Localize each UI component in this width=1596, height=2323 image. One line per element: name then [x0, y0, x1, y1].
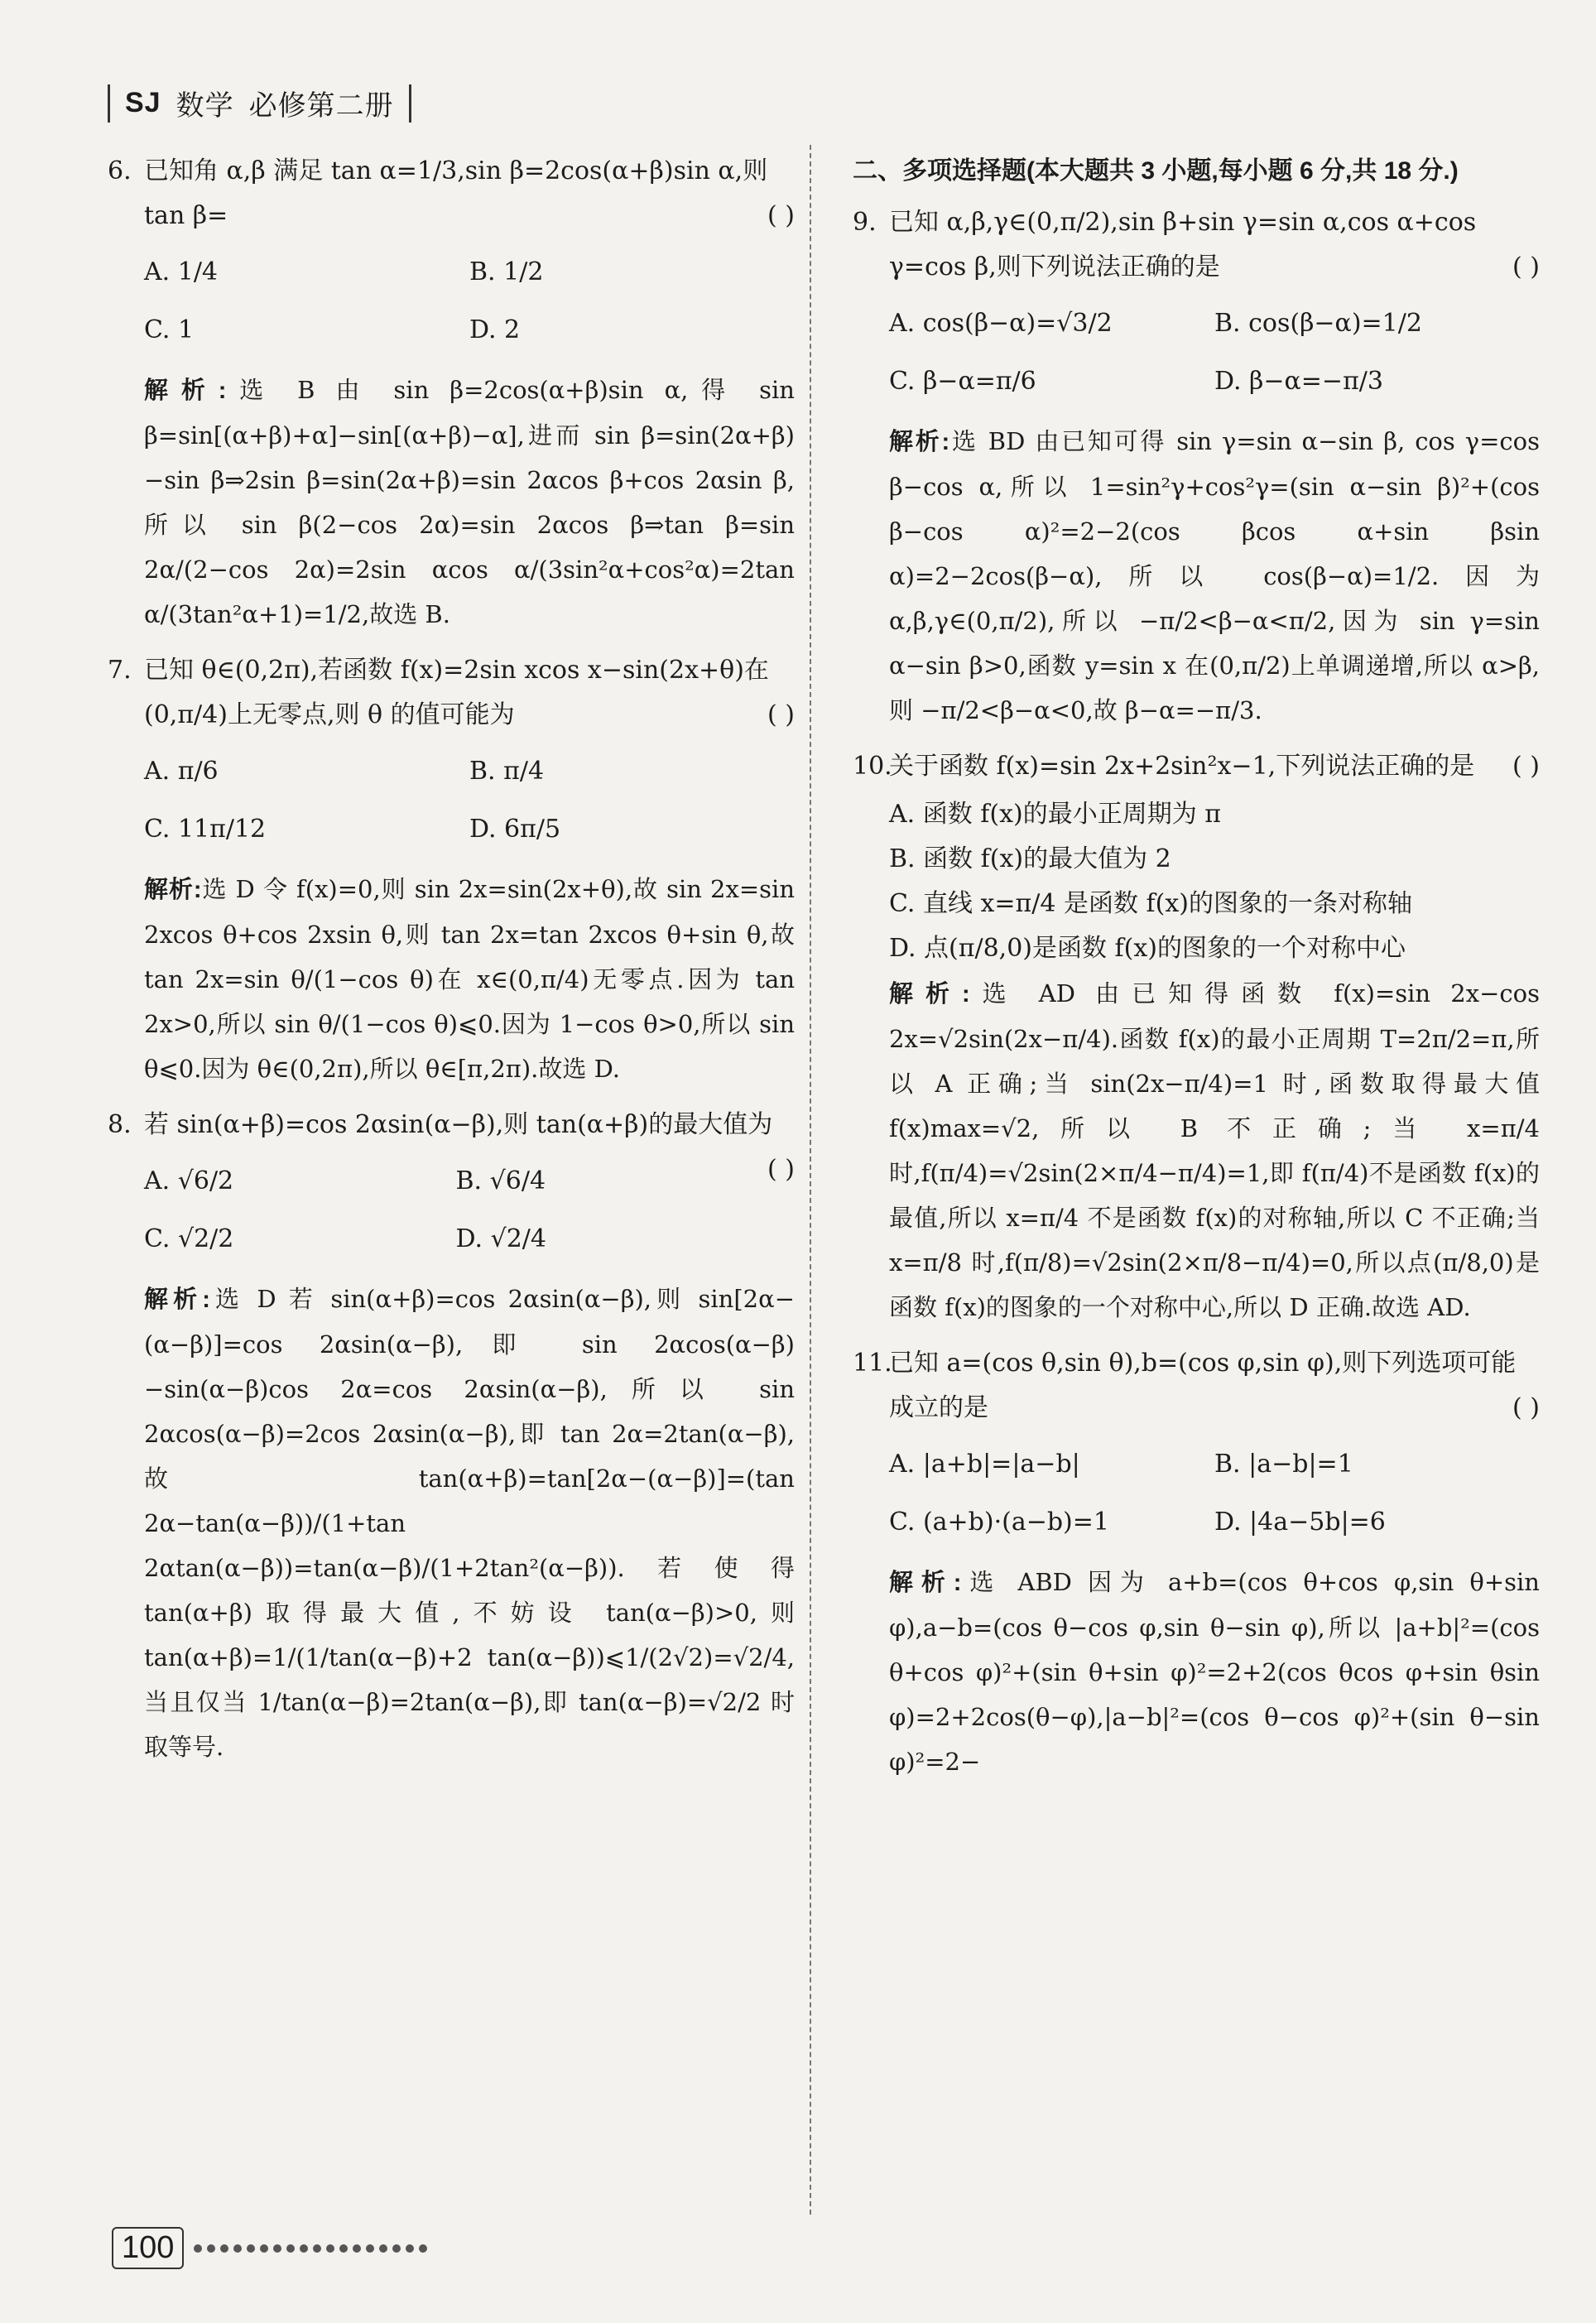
question-9-stem-line — [853, 200, 1540, 290]
option-d: D. √2/4 — [455, 1224, 546, 1253]
question-stem: 已知 α,β,γ∈(0,π/2),sin β+sin γ=sin α,cos α+cos γ=cos β,则下列说法正确的是 — [889, 208, 1477, 281]
solution-text: 选 BD 由已知可得 sin γ=sin α−sin β, cos γ=cos β−cos α,所以 1=sin²γ+cos²γ=(sin α−sin β)²+(cos β−cos α)²=2−2(cos βcos α+sin βsin α)=2−2cos(β−α),所以 cos(β−α)=1/2.因为 α,β,γ∈(0,π/2),所以 −π/2<β−α<π/2,因为 sin γ=sin α−sin β>0,函数 y=sin x 在(0,π/2)上单调递增,所以 α>β,则 −π/2<β−α<0,故 β−α=−π/3. — [889, 427, 1540, 724]
question-number: 10. — [853, 752, 892, 781]
option-c: C. √2/2 — [144, 1224, 234, 1253]
question-8 — [108, 1103, 795, 1769]
question-stem: 已知 a=(cos θ,sin θ),b=(cos φ,sin φ),则下列选项可能成立的是 — [889, 1349, 1517, 1422]
question-9 — [853, 200, 1540, 733]
option-b: B. cos(β−α)=1/2 — [1214, 309, 1422, 338]
option-c: C. 1 — [144, 315, 195, 344]
solution-tag: 解析: — [144, 1287, 210, 1313]
solution-text: 选 ABD 因为 a+b=(cos θ+cos φ,sin θ+sin φ),a−b=(cos θ−cos φ,sin θ−sin φ),所以 |a+b|²=(cos θ+cos φ)²+(sin θ+sin φ)²=2+2(cos θcos φ+sin θsin φ)=2+2cos(θ−φ),|a−b|²=(cos θ−cos φ)²+(sin θ−sin φ)²=2− — [889, 1568, 1540, 1776]
page-number: 100 — [112, 2227, 184, 2269]
header-subject: 数学 — [175, 89, 234, 123]
option-d: D. β−α=−π/3 — [1214, 367, 1383, 396]
solution — [853, 419, 1540, 733]
options — [108, 243, 795, 359]
options — [108, 1152, 767, 1268]
question-number: 7. — [108, 656, 132, 685]
option-b: B. 函数 f(x)的最大值为 2 — [889, 844, 1171, 873]
question-stem: 已知角 α,β 满足 tan α=1/3,sin β=2cos(α+β)sin α,则 tan β= — [144, 156, 768, 230]
section-title: 二、多项选择题(本大题共 3 小题,每小题 6 分,共 18 分.) — [853, 157, 1459, 185]
option-a: A. 1/4 — [144, 257, 219, 286]
solution-tag: 解析: — [889, 429, 950, 455]
answer-paren: ( ) — [1512, 1393, 1540, 1422]
option-b: B. π/4 — [469, 757, 545, 786]
options — [108, 743, 795, 858]
question-11 — [853, 1341, 1540, 1784]
solution — [108, 867, 795, 1091]
options — [853, 792, 1540, 971]
answer-paren: ( ) — [1512, 252, 1540, 281]
header — [108, 83, 411, 123]
question-stem: 若 sin(α+β)=cos 2αsin(α−β),则 tan(α+β)的最大值为 — [144, 1110, 773, 1139]
question-6 — [108, 149, 795, 637]
option-c: C. (a+b)·(a−b)=1 — [889, 1508, 1109, 1537]
question-stem: 已知 θ∈(0,2π),若函数 f(x)=2sin xcos x−sin(2x+θ)在(0,π/4)上无零点,则 θ 的值可能为 — [144, 656, 769, 729]
question-6-stem-line — [108, 149, 795, 238]
left-column — [108, 149, 795, 1781]
option-a: A. 函数 f(x)的最小正周期为 π — [889, 800, 1221, 829]
option-a: A. |a+b|=|a−b| — [889, 1450, 1080, 1479]
option-d: D. 6π/5 — [469, 815, 561, 844]
answer-paren: ( ) — [767, 201, 795, 230]
option-b: B. |a−b|=1 — [1214, 1450, 1353, 1479]
solution-text: 选 D 令 f(x)=0,则 sin 2x=sin(2x+θ),故 sin 2x=sin 2xcos θ+cos 2xsin θ,则 tan 2x=tan 2xcos θ+sin θ,故 tan 2x=sin θ/(1−cos θ)在 x∈(0,π/4)无零点.因为 tan 2x>0,所以 sin θ/(1−cos θ)⩽0.因为 1−cos θ>0,所以 sin θ⩽0.因为 θ∈(0,2π),所以 θ∈[π,2π).故选 D. — [144, 875, 795, 1083]
option-c: C. 11π/12 — [144, 815, 267, 844]
solution-text: 选 D 若 sin(α+β)=cos 2αsin(α−β),则 sin[2α−(α−β)]=cos 2αsin(α−β),即 sin 2αcos(α−β)−sin(α−β)cos 2α=cos 2αsin(α−β),所以 sin 2αcos(α−β)=2cos 2αsin(α−β),即 tan 2α=2tan(α−β),故 tan(α+β)=tan[2α−(α−β)]=(tan 2α−tan(α−β))/(1+tan 2αtan(α−β))=tan(α−β)/(1+2tan²(α−β)).若使得 tan(α+β)取得最大值,不妨设 tan(α−β)>0,则 tan(α+β)=1/(1/tan(α−β)+2 tan(α−β))⩽1/(2√2)=√2/4,当且仅当 1/tan(α−β)=2tan(α−β),即 tan(α−β)=√2/2 时取等号. — [144, 1285, 795, 1761]
option-a: A. √6/2 — [144, 1166, 234, 1195]
question-7-stem-line — [108, 648, 795, 738]
answer-paren: ( ) — [767, 700, 795, 729]
solution — [853, 971, 1540, 1330]
question-number: 8. — [108, 1110, 132, 1139]
header-bar-left — [108, 84, 110, 123]
solution-tag: 解析: — [144, 378, 227, 404]
solution — [108, 368, 795, 637]
solution-text: 选 AD 由已知得函数 f(x)=sin 2x−cos 2x=√2sin(2x−π/4).函数 f(x)的最小正周期 T=2π/2=π,所以 A 正确;当 sin(2x−π/4)=1 时,函数取得最大值 f(x)max=√2,所以 B 不正确;当 x=π/4 时,f(π/4)=√2sin(2×π/4−π/4)=1,即 f(π/4)不是函数 f(x)的最值,所以 x=π/4 不是函数 f(x)的对称轴,所以 C 不正确;当 x=π/8 时,f(π/8)=√2sin(2×π/8−π/4)=0,所以点(π/8,0)是函数 f(x)的图象的一个对称中心,所以 D 正确.故选 AD. — [889, 979, 1540, 1321]
question-number: 11. — [853, 1349, 892, 1378]
option-a: A. cos(β−α)=√3/2 — [889, 309, 1113, 338]
option-b: B. √6/4 — [455, 1166, 546, 1195]
header-brand: SJ — [125, 87, 161, 118]
decorative-dots — [194, 2244, 427, 2253]
header-bar-right — [409, 84, 411, 123]
question-7 — [108, 648, 795, 1091]
option-d: D. 点(π/8,0)是函数 f(x)的图象的一个对称中心 — [889, 934, 1406, 963]
option-c: C. β−α=π/6 — [889, 367, 1036, 396]
option-d: D. 2 — [469, 315, 521, 344]
solution — [853, 1560, 1540, 1784]
question-number: 9. — [853, 208, 877, 237]
header-book: 必修第二册 — [248, 89, 394, 123]
option-b: B. 1/2 — [469, 257, 544, 286]
options — [853, 295, 1540, 411]
options — [853, 1436, 1540, 1551]
solution-tag: 解析: — [889, 1570, 962, 1596]
answer-paren: ( ) — [767, 1155, 795, 1184]
footer — [112, 2227, 427, 2269]
solution-tag: 解析: — [889, 981, 970, 1008]
column-divider — [810, 145, 811, 2215]
question-11-stem-line — [853, 1341, 1540, 1431]
solution — [108, 1277, 795, 1769]
solution-text: 选 B 由 sin β=2cos(α+β)sin α,得 sin β=sin[(α+β)+α]−sin[(α+β)−α],进而 sin β=sin(2α+β)−sin β⇒2sin β=sin(2α+β)=sin 2αcos β+cos 2αsin β,所以 sin β(2−cos 2α)=sin 2αcos β⇒tan β=sin 2α/(2−cos 2α)=2sin αcos α/(3sin²α+cos²α)=2tan α/(3tan²α+1)=1/2,故选 B. — [144, 376, 795, 628]
option-d: D. |4a−5b|=6 — [1214, 1508, 1386, 1537]
question-stem: 关于函数 f(x)=sin 2x+2sin²x−1,下列说法正确的是 — [889, 752, 1475, 781]
answer-paren: ( ) — [1512, 752, 1540, 781]
question-10-stem-line — [853, 744, 1540, 789]
question-number: 6. — [108, 156, 132, 185]
right-column — [853, 149, 1540, 1796]
question-10 — [853, 744, 1540, 1330]
option-a: A. π/6 — [144, 757, 219, 786]
solution-tag: 解析: — [144, 877, 202, 903]
option-c: C. 直线 x=π/4 是函数 f(x)的图象的一条对称轴 — [889, 889, 1412, 918]
